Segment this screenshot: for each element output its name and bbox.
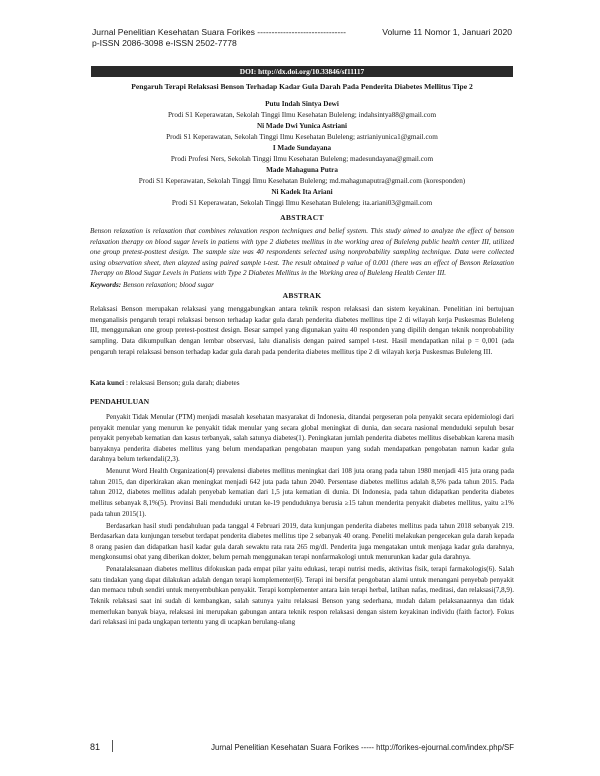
journal-header — [92, 27, 512, 49]
author-affiliation: Prodi S1 Keperawatan, Sekolah Tinggi Ilmu Kesehatan Buleleng; indahsintya88@gmail.com — [167, 111, 437, 119]
section-heading: PENDAHULUAN — [90, 397, 150, 406]
author-name: Made Mahaguna Putra — [266, 166, 338, 174]
abstrak-heading: ABSTRAK — [282, 291, 322, 300]
author-affiliation: Prodi S1 Keperawatan, Sekolah Tinggi Ilmu Kesehatan Buleleng; ita.ariani03@gmail.com — [171, 199, 433, 207]
footer-divider — [112, 740, 113, 752]
author-affiliation: Prodi S1 Keperawatan, Sekolah Tinggi Ilmu Kesehatan Buleleng; astrianiyunica1@gmail.com — [166, 133, 438, 141]
author-name: I Made Sundayana — [272, 144, 332, 152]
keywords-english — [90, 280, 514, 290]
author-affiliation: Prodi S1 Keperawatan, Sekolah Tinggi Ilmu Kesehatan Buleleng; md.mahagunaputra@gmail.com (koresponden) — [138, 177, 466, 185]
abstract-heading: ABSTRACT — [280, 213, 324, 222]
kata-kunci-value: : relaksasi Benson; gula darah; diabetes — [125, 379, 240, 387]
author-affiliation: Prodi Profesi Ners, Sekolah Tinggi Ilmu Kesehatan Buleleng; madesundayana@gmail.com — [170, 155, 434, 163]
paper-title: Pengaruh Terapi Relaksasi Benson Terhadap Kadar Gula Darah Pada Penderita Diabetes Mellitus Tipe 2 — [131, 82, 473, 91]
page-number: 81 — [90, 742, 101, 752]
issn-info: p-ISSN 2086-3098 e-ISSN 2502-7778 — [92, 38, 237, 48]
author-name: Ni Kadek Ita Ariani — [271, 188, 333, 196]
paragraph: Berdasarkan hasil studi pendahuluan pada tanggal 4 Februari 2019, data kunjungan penderita diabetes mellitus pada tahun 2018 sebanyak 219. Berdasarkan data kunjungan tersebut terdapat penderita diabetes mellitus tipe 2 sebanyak 40 orang. Peneliti melakukan pengecekan gula darah kepada 8 orang pasien dan didapatkan hasil kadar gula darah sewaktu rata rata 265 mg/dl. Penderita juga mengatakan untuk menjaga kadar gula darahnya, mengkonsumsi obat yang diberikan dokter, belum pernah menggunakan terapi nonfarmakologi untuk menurunkan kadar gula darahnya. — [90, 521, 514, 562]
keywords-indonesian — [90, 378, 514, 388]
abstract-indonesian: Relaksasi Benson merupakan relaksasi yang menggabungkan antara teknik respon relaksasi dan sistem keyakinan. Penelitian ini bertujuan menganalisis pengaruh terapi relaksasi benson terhadap kadar gula darah penderita diabetes mellitus tipe 2 di wilayah kerja Puskesmas Buleleng III, menggunakan one group pretest-posttest design. Besar sampel yang digunakan yaitu 40 responden yang dipilih dengan teknik nonprobability sampling. Data dikumpulkan dengan lembar observasi, lalu dianalisis dengan paired sampel t-test. Hasil mendapatkan nilai p = 0,001 (ada pengaruh terapi relaksasi benson terhadap kadar gula darah pada penderita diabetes mellitus tipe 2 di wilayah kerja Puskesmas Buleleng III. — [90, 305, 514, 356]
doi-bar[interactable] — [91, 66, 513, 77]
author-list — [86, 99, 518, 209]
paragraph: Penyakit Tidak Menular (PTM) menjadi masalah kesehatan masyarakat di Indonesia, ditandai pergeseran pola penyakit secara epidemiologi dari penyakit menular yang menurun ke penyakit tidak menular yang secara global meningkat di dunia, dan secara nasional menduduki sepuluh besar penyakit penyebab kematian dan kasus terbanyak, salah satunya diabetes(1). Peningkatan jumlah penderita diabetes mellitus disebabkan karena masih banyaknya penderita diabetes mellitus yang belum mendapatkan pengobatan maupun yang sudah mendapatkan pengobatan namun kadar gula darahnya belum terkendali(2,3). — [90, 413, 514, 464]
doi-link[interactable]: DOI: http://dx.doi.org/10.33846/sf11117 — [239, 67, 365, 76]
author-name: Ni Made Dwi Yunica Astriani — [256, 122, 348, 130]
author-name: Putu Indah Sintya Dewi — [265, 100, 339, 108]
kata-kunci-label: Kata kunci — [90, 379, 125, 387]
paragraph: Menurut Word Health Organization(4) prevalensi diabetes mellitus meningkat dari 108 juta orang pada tahun 1980 menjadi 415 juta orang pada tahun 2015, dan diperkirakan akan meningkat menjadi 642 juta pada tahun 2040. Persentase diabetes mellitus adalah 8,5% pada tahun 2015. Pada tahun 2012, diabetes mellitus adalah penyebab kematian dari 1,5 juta kematian di dunia. Di Indonesia, pada tahun didapatkan penderita diabetes mellitus sebanyak 8,1%(5). Provinsi Bali menduduki urutan ke-19 penduduknya berusia ≥15 tahun menderita penyakit diabetes mellitus, yaitu ≥1% pada tahun 2015(1). — [90, 467, 514, 518]
page-footer — [90, 740, 514, 754]
abstract-english: Benson relaxation is relaxation that combines relaxation respon techniques and belief system. This study aimed to analyze the effect of benson relaxation therapy on blood sugar levels in patiens with type 2 diabetes mellitus in the working area of Buleleng public health center III, utilized one group pretest-posttest design. The sample size was 40 respondents selected using nonprobability sampling technique. Data were collected using observation sheet, then alayzed using paired sample t-test. The result obtained p value of 0.001 (there was an effect of Benson Relaxation Therapy on Blood Sugar Levels in Patiens with Type 2 Diabetes Mellitus in the Working area of Buleleng Health Center III. — [90, 227, 514, 278]
volume-info: Volume 11 Nomor 1, Januari 2020 — [382, 27, 512, 37]
paragraph: Penatalaksanaan diabetes mellitus difokuskan pada empat pilar yaitu edukasi, terapi nutrisi medis, aktivitas fisik, terapi farmakologis(6). Salah satu tindakan yang dapat dilakukan adalah dengan terapi komplementer(6). Terapi ini bersifat pengobatan alami untuk menangani penyebab penyakit dan memacu tubuh sendiri untuk menyembuhkan penyakit. Terapi komplementer antara lain terapi herbal, latihan nafas, meditasi, dan relaksasi(7,8,9). Teknik relaksasi saat ini sudah di kembangkan, salah satunya yaitu relaksasi Benson yang sederhana, mudah dalam pelaksanaannya dan tidak memerlukan banyak biaya, relaksasi ini merupakan gabungan antara teknik respon relaksasi dengan sistem keyakinan individu (faith factor). Fokus dari relaksasi ini pada ungkapan tertentu yang di ucapkan berulang-ulang — [90, 565, 514, 627]
keywords-value: Benson relaxation; blood sugar — [122, 281, 214, 289]
journal-name: Jurnal Penelitian Kesehatan Suara Forikes ------------------------------- — [92, 27, 347, 37]
keywords-label: Keywords: — [90, 281, 122, 289]
footer-journal-link[interactable]: Jurnal Penelitian Kesehatan Suara Forikes ----- http://forikes-ejournal.com/index.php/SF — [211, 742, 514, 752]
section-body — [90, 412, 514, 629]
